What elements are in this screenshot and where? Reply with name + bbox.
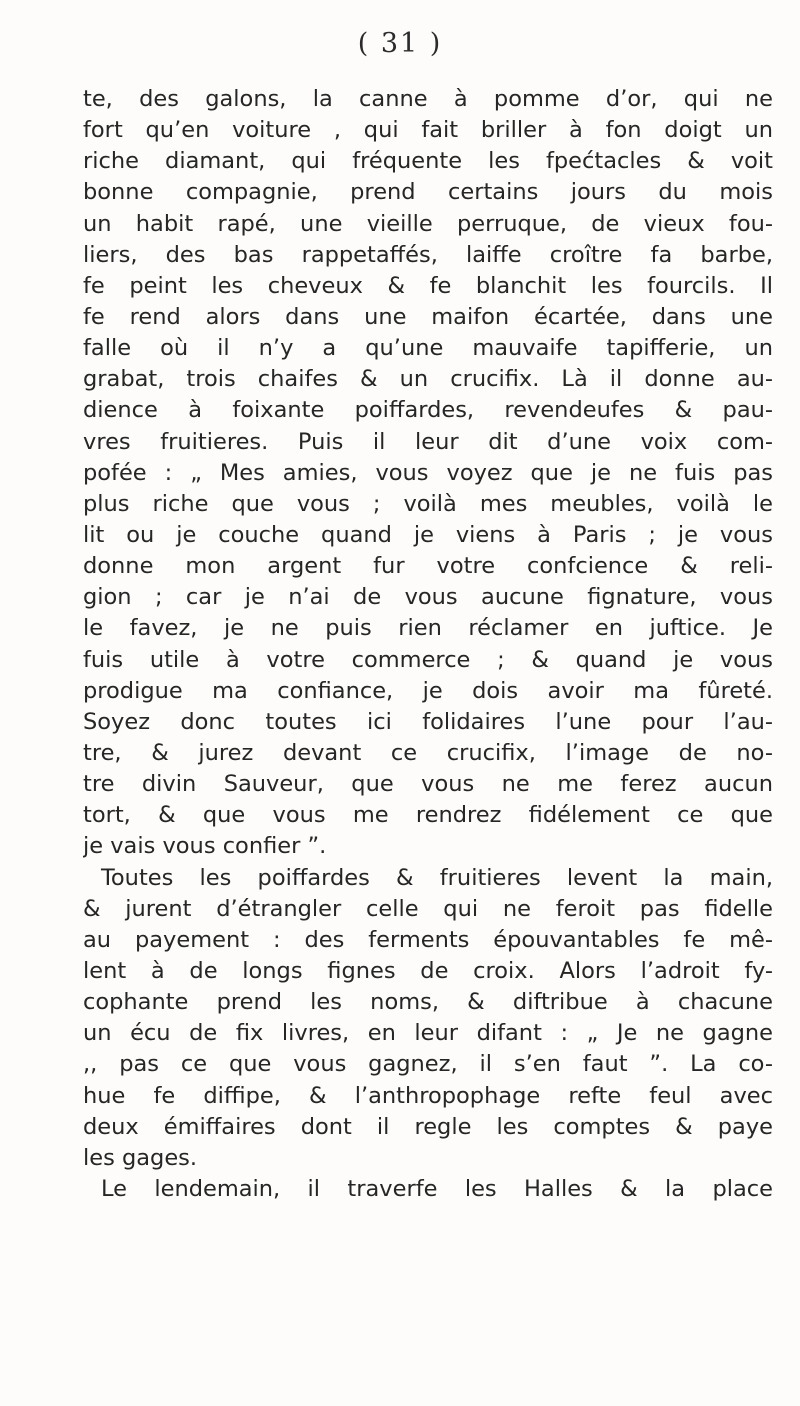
text-line: vres fruitieres. Puis il leur dit d’une voix com-	[83, 428, 773, 455]
text-line: je vais vous confier ”.	[83, 833, 327, 860]
text-line: prodigue ma confiance, je dois avoir ma fûreté.	[83, 677, 773, 704]
text-line: un écu de fix livres, en leur difant : „ Je ne gagne	[83, 1020, 773, 1047]
body-text	[83, 84, 773, 1205]
text-line: Soyez donc toutes ici folidaires l’une pour l’au-	[83, 708, 773, 735]
text-line: fort qu’en voiture , qui fait briller à fon doigt un	[83, 117, 773, 144]
text-line: gion ; car je n’ai de vous aucune fignature, vous	[83, 584, 773, 611]
text-line: tre divin Sauveur, que vous ne me ferez aucun	[83, 771, 773, 798]
page-number: ( 31 )	[357, 28, 443, 59]
text-line: tre, & jurez devant ce crucifix, l’image de no-	[83, 739, 773, 766]
text-line: lit ou je couche quand je viens à Paris ; je vous	[83, 521, 773, 548]
text-line: Le lendemain, il traverfe les Halles & la place	[101, 1175, 773, 1202]
text-line: cophante prend les noms, & diftribue à chacune	[83, 989, 773, 1016]
text-line: le favez, je ne puis rien réclamer en juftice. Je	[83, 615, 773, 642]
text-line: fe rend alors dans une maifon écartée, dans une	[83, 303, 773, 330]
text-line: riche diamant, qui fréquente les fpećtacles & voit	[83, 148, 773, 175]
text-line: grabat, trois chaifes & un crucifix. Là il donne au-	[83, 366, 773, 393]
text-line: tort, & que vous me rendrez fidélement ce que	[83, 802, 773, 829]
text-line: te, des galons, la canne à pomme d’or, qui ne	[83, 86, 773, 112]
text-line: lent à de longs fignes de croix. Alors l’adroit fy-	[83, 957, 773, 984]
text-line: fuis utile à votre commerce ; & quand je vous	[83, 646, 773, 673]
text-line: un habit rapé, une vieille perruque, de vieux fou-	[83, 210, 773, 237]
text-line: ,, pas ce que vous gagnez, il s’en faut ”. La co-	[83, 1051, 773, 1078]
text-line: bonne compagnie, prend certains jours du mois	[83, 179, 773, 206]
text-line: falle où il n’y a qu’une mauvaife tapifferie, un	[83, 335, 773, 362]
text-line: fe peint les cheveux & fe blanchit les fourcils. Il	[83, 272, 773, 299]
text-line: liers, des bas rappetaffés, laiffe croître fa barbe,	[83, 241, 773, 268]
text-line: dience à foixante poiffardes, revendeufes & pau-	[83, 397, 773, 424]
text-line: les gages.	[83, 1144, 198, 1171]
text-line: hue fe diffipe, & l’anthropophage refte feul avec	[83, 1082, 773, 1109]
text-line: plus riche que vous ; voilà mes meubles, voilà le	[83, 490, 773, 517]
text-line: deux émiffaires dont il regle les comptes & paye	[83, 1113, 773, 1140]
text-line: au payement : des ferments épouvantables fe mê-	[83, 926, 773, 953]
text-line: donne mon argent fur votre confcience & reli-	[83, 553, 773, 580]
text-line: Toutes les poiffardes & fruitieres levent la main,	[101, 864, 773, 891]
text-line: & jurent d’étrangler celle qui ne feroit pas fidelle	[83, 895, 773, 922]
text-line: pofée : „ Mes amies, vous voyez que je ne fuis pas	[83, 459, 773, 486]
